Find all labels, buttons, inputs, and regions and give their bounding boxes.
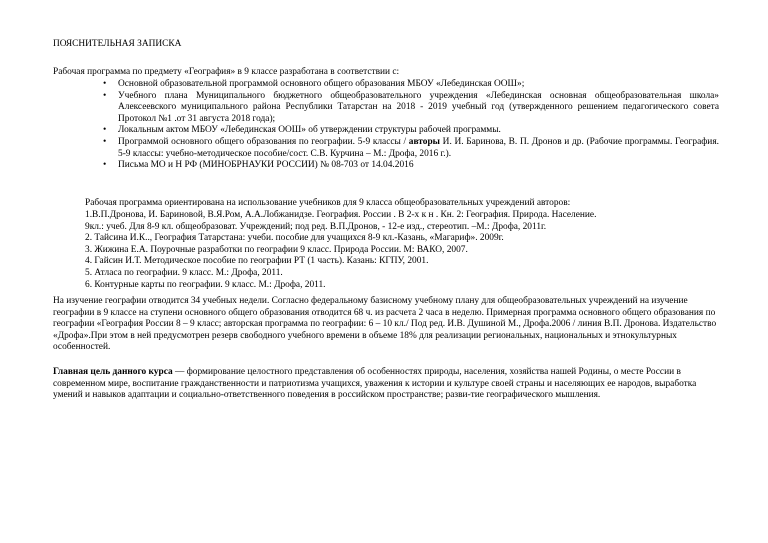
textbooks-list xyxy=(85,210,725,291)
lead-sentence: Рабочая программа по предмету «География» в 9 классе разработана в соответствии с: xyxy=(53,67,400,77)
textbook-line: 4. Гайсин И.Т. Методическое пособие по географии РТ (1 часть). Казань: КГПУ, 2001. xyxy=(85,256,429,267)
list-item: • Локальным актом МБОУ «Лебединская ООШ» об утверждении структуры рабочей программы. xyxy=(102,125,719,137)
page-title: ПОЯСНИТЕЛЬНАЯ ЗАПИСКА xyxy=(53,39,182,49)
hours-paragraph: На изучение географии отводится 34 учебных недели. Согласно федеральному базисному учебному плану для общеобразовательных учреждений на изучение географии в 9 классе на ступени основного общего образования отводится 68 ч. из расчета 2 часа в неделю. Примерная программа основного общего образования по географии «География России 8 – 9 класс; авторская программа по географии: 6 – 10 кл./ Под ред. И.В. Душиной М., Дрофа.2006 / линия В.П. Дронова. Издательство «Дрофа».При этом в ней предусмотрен резерв свободного учебного времени в объеме 18% для реализации региональных, национальных и этнокультурных особенностей. xyxy=(53,296,717,353)
list-item-text: Программой основного общего образования по географии. 5-9 классы / xyxy=(118,136,409,147)
list-item: • Письма МО и Н РФ (МИНОБРНАУКИ РОССИИ) № 08-703 от 14.04.2016 xyxy=(102,160,719,172)
goal-paragraph xyxy=(53,367,719,402)
list-item: • Основной образовательной программой основного общего образования МБОУ «Лебединская ООШ»; xyxy=(102,79,719,91)
goal-text: — формирование целостного представления об особенностях природы, населения, хозяйства нашей Родины, о месте России в современном мире, воспитание гражданственности и патриотизма учащихся, уважения к истории и культуре своей страны и населяющих ее народов, выработка умений и навыков адаптации и социально-ответственного поведения в российском пространстве; разви-тие географического мышления. xyxy=(53,367,697,401)
list-item-text: И. И. Баринова, В. П. Дронов и др. (Рабочие программы. География. 5-9 классы: учебно-методическое пособие/сост. С.В. Курчина – М.: Дрофа, 2016 г.). xyxy=(118,136,719,159)
textbook-line: 6. Контурные карты по географии. 9 класс. М.: Дрофа, 2011. xyxy=(85,279,326,290)
authors-label: авторы xyxy=(408,136,441,147)
list-item: • Учебного плана Муниципального бюджетного общеобразовательного учреждения «Лебединская основная общеобразовательная школа» Алексеевского муниципального района Республики Татарстан на 2018 - 2019 учебный год (утвержденного решением педагогического совета Протокол №1 .от 31 августа 2018 года); xyxy=(102,91,719,126)
goal-heading: Главная цель данного курса xyxy=(53,367,173,377)
textbook-line: 3. Жижина Е.А. Поурочные разработки по географии 9 класс. Природа России. М: ВАКО, 2007. xyxy=(85,244,468,255)
basis-list xyxy=(102,79,719,172)
list-item xyxy=(102,137,719,160)
textbook-line: 9кл.: учеб. Для 8-9 кл. общеобразоват. Учреждений; под ред. В.П.Дронов, - 12-е изд., стереотип. –М.: Дрофа, 2011г. xyxy=(85,221,547,232)
textbook-line: 1.В.П.Дронова, И. Бариновой, В.Я.Ром, А.А.Лобжанидзе. География. России . В 2-х к н . Кн. 2: География. Природа. Население. xyxy=(85,210,597,220)
textbook-line: 5. Атласа по географии. 9 класс. М.: Дрофа, 2011. xyxy=(85,267,283,278)
textbooks-intro: Рабочая программа ориентирована на использование учебников для 9 класса общеобразовательных учреждений авторов: xyxy=(85,198,571,208)
textbook-line: 2. Тайсина И.К.., География Татарстана: учеби. пособие для учащихся 8-9 кл.-Казань, «Магариф». 2009г. xyxy=(85,233,504,244)
